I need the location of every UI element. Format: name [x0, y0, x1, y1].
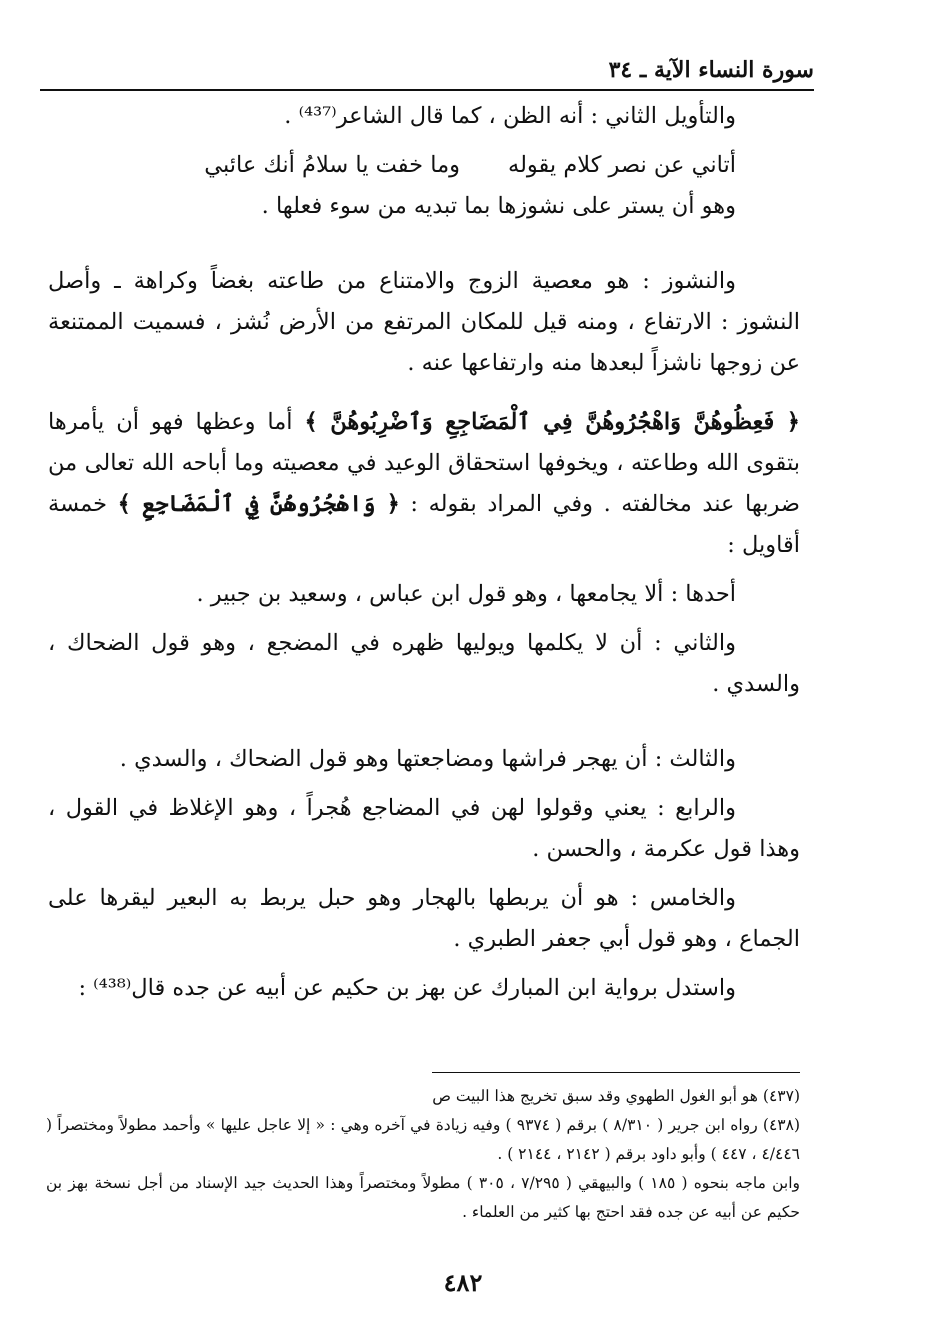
opinion-second: والثاني : أن لا يكلمها ويوليها ظهره في المضجع ، وهو قول الضحاك ، والسدي .	[48, 630, 800, 697]
footnotes	[46, 1082, 800, 1227]
main-text	[48, 96, 800, 1009]
paragraph-evidence: واستدل برواية ابن المبارك عن بهز بن حكيم عن أبيه عن جده قال⁽⁴³⁸⁾ :	[78, 975, 736, 1001]
opinion-fourth: والرابع : يعني وقولوا لهن في المضاجع هُجراً ، وهو الإغلاظ في القول ، وهذا قول عكرمة ، والحسن .	[48, 795, 800, 862]
header-rule	[40, 89, 814, 91]
footnote-437: (٤٣٧) هو أبو الغول الطهوي وقد سبق تخريج هذا البيت ص	[432, 1087, 800, 1105]
quran-verse-forsake: ﴿ وَاهْجُرُوهُنَّ فِي ٱلْمَضَاجِعِ ﴾	[117, 491, 400, 517]
paragraph-nushuz-definition: والنشوز : هو معصية الزوج والامتناع من طاعته بغضاً وكراهة ـ وأصل النشوز : الارتفاع ، ومنه قيل للمكان المرتفع من الأرض نُشز ، فسميت الممتنعة عن زوجها ناشزاً لبعدها منه وارتفاعها عنه .	[48, 268, 800, 376]
footnote-438-continued: وابن ماجه بنحوه ( ١٨٥ ) والبيهقي ( ٧/٢٩٥ ، ٣٠٥ ) مطولاً ومختصراً وهذا الحديث جيد الإسناد من أجل نسخة بهز بن حكيم عن أبيه عن جده فقد احتج بها كثير من العلماء .	[46, 1174, 800, 1221]
footnote-rule	[432, 1072, 800, 1073]
five-opinions-text: خمسة أقاويل :	[48, 491, 800, 558]
opinion-third: والثالث : أن يهجر فراشها ومضاجعتها وهو قول الضحاك ، والسدي .	[119, 746, 736, 772]
admonition-text: أما وعظها فهو أن يأمرها بتقوى الله وطاعته ، ويخوفها استحقاق الوعيد في معصيته وما أباحه الله تعالى من ضربها عند مخالفته . وفي المراد بقوله :	[48, 409, 800, 517]
paragraph-admonition	[48, 402, 800, 566]
opinion-fifth: والخامس : هو أن يربطها بالهجار وهو حبل يربط به البعير ليقرها على الجماع ، وهو قول أبي جعفر الطبري .	[48, 885, 800, 952]
poem-hemistich-second: وما خفت يا سلامُ أنك عائبي	[204, 152, 460, 178]
poem-verse	[48, 145, 800, 186]
opinion-first: أحدها : ألا يجامعها ، وهو قول ابن عباس ، وسعيد بن جبير .	[196, 581, 736, 607]
poem-hemistich-first: أتاني عن نصر كلام يقوله	[508, 152, 736, 178]
quran-verse-admonish: ﴿ فَعِظُوهُنَّ وَاهْجُرُوهُنَّ فِي ٱلْمَضَاجِعِ وَٱضْرِبُوهُنَّ ﴾	[304, 409, 800, 435]
paragraph-concealment: وهو أن يستر على نشوزها بما تبديه من سوء فعلها .	[261, 193, 736, 219]
running-header: سورة النساء الآية ـ ٣٤	[608, 57, 814, 83]
page-number: ٤٨٢	[443, 1268, 483, 1297]
footnote-438: (٤٣٨) رواه ابن جرير ( ٨/٣١٠ ) برقم ( ٩٣٧٤ ) وفيه زيادة في آخره وهي : « إلا عاجل عليها » وأحمد مطولاً ومختصراً ( ٤/٤٤٦ ، ٤٤٧ ) وأبو داود برقم ( ٢١٤٢ ، ٢١٤٤ ) .	[46, 1116, 800, 1163]
paragraph-second-interpretation: والتأويل الثاني : أنه الظن ، كما قال الشاعر⁽⁴³⁷⁾ .	[284, 103, 736, 129]
